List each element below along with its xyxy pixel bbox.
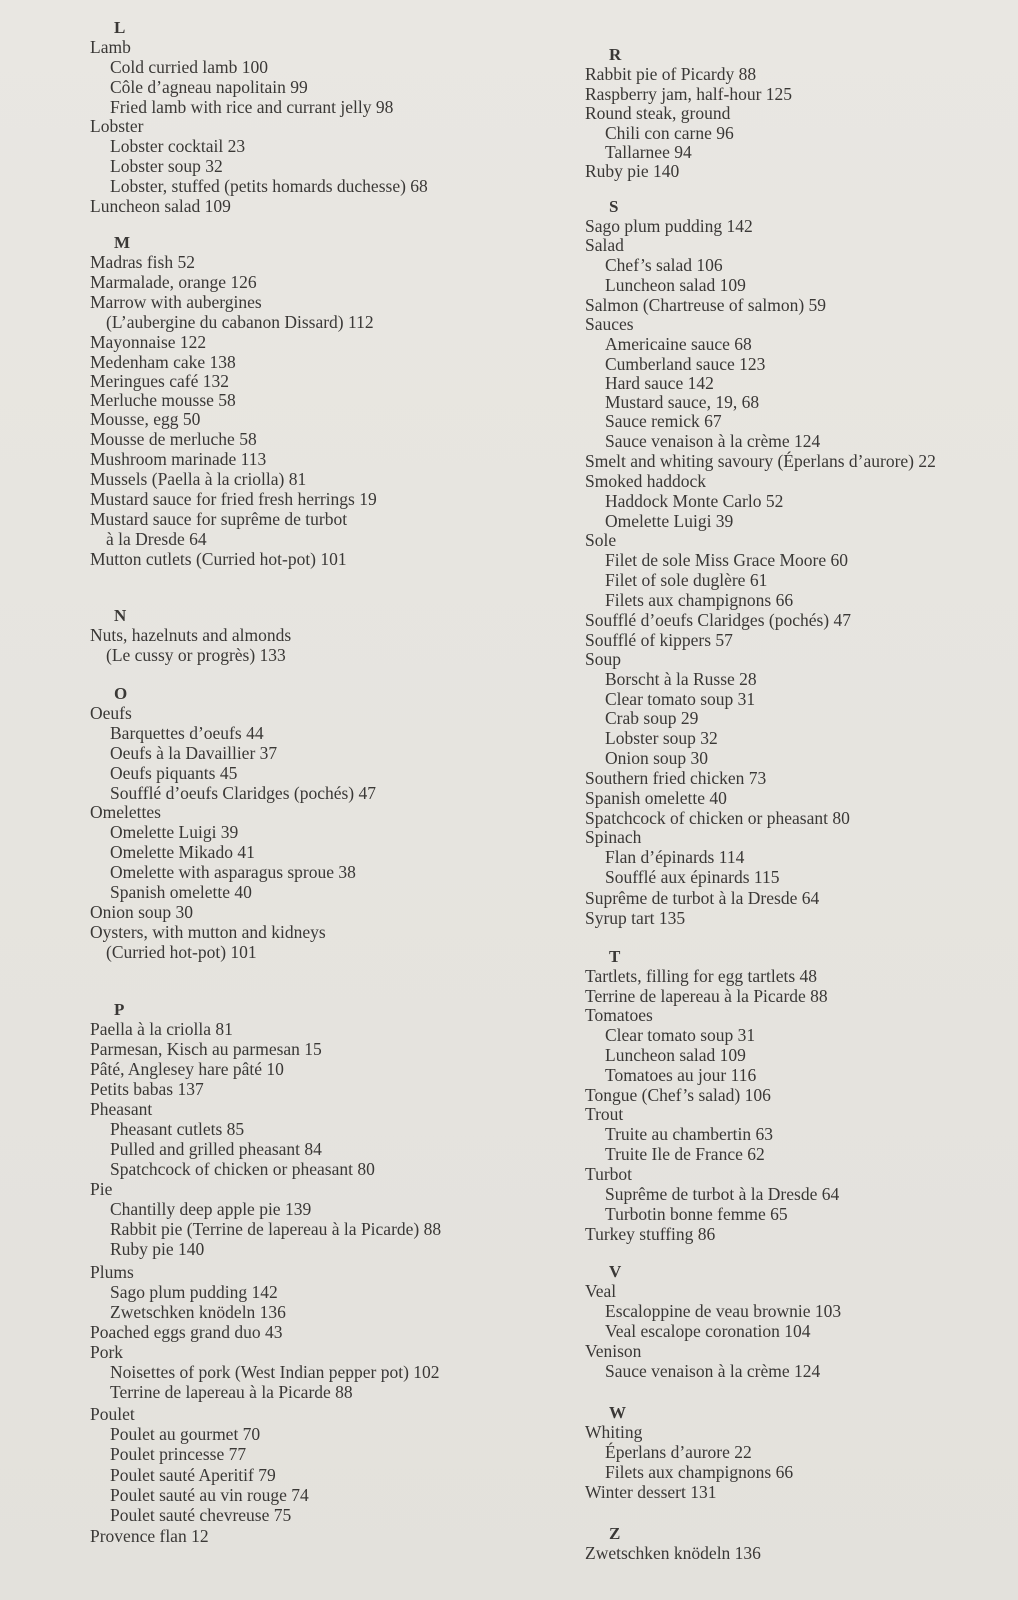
index-subentry: Filets aux champignons 66 xyxy=(605,1462,794,1482)
index-subentry: Borscht à la Russe 28 xyxy=(605,669,757,689)
index-entry: Turkey stuffing 86 xyxy=(585,1224,716,1244)
index-subentry: Truite Ile de France 62 xyxy=(605,1144,765,1164)
index-subentry: Poulet sauté Aperitif 79 xyxy=(110,1465,276,1485)
index-entry: Turbot xyxy=(585,1164,633,1184)
index-letter-heading: O xyxy=(114,684,128,703)
index-entry: Lobster xyxy=(90,116,144,136)
index-subentry: Éperlans d’aurore 22 xyxy=(605,1442,752,1462)
index-subentry: Lobster soup 32 xyxy=(605,728,718,748)
index-subentry: Zwetschken knödeln 136 xyxy=(110,1302,286,1322)
index-entry: Paella à la criolla 81 xyxy=(90,1019,233,1039)
index-subentry: Terrine de lapereau à la Picarde 88 xyxy=(110,1382,353,1402)
index-entry: Marrow with aubergines xyxy=(90,292,262,312)
index-subentry: Crab soup 29 xyxy=(605,708,699,728)
index-entry: Mustard sauce for fried fresh herrings 19 xyxy=(90,489,377,509)
index-subentry: Cumberland sauce 123 xyxy=(605,354,766,374)
index-subentry: Suprême de turbot à la Dresde 64 xyxy=(605,1184,840,1204)
index-subentry: Truite au chambertin 63 xyxy=(605,1124,774,1144)
index-entry: Lamb xyxy=(90,37,131,57)
index-entry: Oysters, with mutton and kidneys xyxy=(90,922,326,942)
index-letter-heading: N xyxy=(114,606,127,625)
index-subentry: Fried lamb with rice and currant jelly 98 xyxy=(110,97,394,117)
index-entry: Provence flan 12 xyxy=(90,1526,209,1546)
index-letter-heading: R xyxy=(609,45,622,64)
index-entry: Luncheon salad 109 xyxy=(90,196,231,216)
index-entry: Petits babas 137 xyxy=(90,1079,204,1099)
index-entry: Salmon (Chartreuse of salmon) 59 xyxy=(585,295,827,315)
index-subentry: Oeufs à la Davaillier 37 xyxy=(110,743,278,763)
index-entry: Winter dessert 131 xyxy=(585,1482,717,1502)
index-entry: Plums xyxy=(90,1262,134,1282)
index-subentry: Côle d’agneau napolitain 99 xyxy=(110,77,308,97)
index-subentry: Haddock Monte Carlo 52 xyxy=(605,491,784,511)
index-subentry: Turbotin bonne femme 65 xyxy=(605,1204,788,1224)
index-subentry: Barquettes d’oeufs 44 xyxy=(110,723,264,743)
index-subentry: Pulled and grilled pheasant 84 xyxy=(110,1139,322,1159)
index-entry: Tartlets, filling for egg tartlets 48 xyxy=(585,966,818,986)
index-subentry: Poulet princesse 77 xyxy=(110,1444,247,1464)
index-subentry: Omelette Mikado 41 xyxy=(110,842,255,862)
index-entry: Mussels (Paella à la criolla) 81 xyxy=(90,469,307,489)
index-subentry: Chantilly deep apple pie 139 xyxy=(110,1199,312,1219)
index-subentry: Pheasant cutlets 85 xyxy=(110,1119,245,1139)
index-entry: Whiting xyxy=(585,1422,643,1442)
index-entry: Veal xyxy=(585,1281,617,1301)
index-subentry: Flan d’épinards 114 xyxy=(605,847,745,867)
index-subentry: Filet de sole Miss Grace Moore 60 xyxy=(605,550,849,570)
index-entry: Spinach xyxy=(585,827,642,847)
index-subentry: Mustard sauce, 19, 68 xyxy=(605,392,760,412)
index-subentry: Chili con carne 96 xyxy=(605,123,734,143)
index-entry: Soup xyxy=(585,649,621,669)
index-subentry: Tomatoes au jour 116 xyxy=(605,1065,757,1085)
index-letter-heading: W xyxy=(609,1403,626,1422)
index-subentry: Escaloppine de veau brownie 103 xyxy=(605,1301,842,1321)
index-entry: Spatchcock of chicken or pheasant 80 xyxy=(585,808,850,828)
index-subentry: Omelette with asparagus sproue 38 xyxy=(110,862,356,882)
index-entry: Meringues café 132 xyxy=(90,371,229,391)
index-subentry: Lobster soup 32 xyxy=(110,156,223,176)
index-letter-heading: T xyxy=(609,947,621,966)
index-entry: Mousse de merluche 58 xyxy=(90,429,257,449)
index-subentry: Sauce venaison à la crème 124 xyxy=(605,1361,821,1381)
index-subentry: Hard sauce 142 xyxy=(605,373,714,393)
index-subentry: Luncheon salad 109 xyxy=(605,275,746,295)
index-subentry: Chef’s salad 106 xyxy=(605,255,723,275)
index-subentry: Soufflé aux épinards 115 xyxy=(605,867,780,887)
index-letter-heading: L xyxy=(114,18,126,37)
index-subentry: (L’aubergine du cabanon Dissard) 112 xyxy=(106,312,374,332)
index-subentry: Poulet au gourmet 70 xyxy=(110,1424,261,1444)
index-subentry: Omelette Luigi 39 xyxy=(605,511,734,531)
index-entry: Pork xyxy=(90,1342,124,1362)
index-entry: Salad xyxy=(585,235,624,255)
index-entry: Poached eggs grand duo 43 xyxy=(90,1322,283,1342)
index-letter-heading: P xyxy=(114,1000,125,1019)
index-entry: Smoked haddock xyxy=(585,471,707,491)
index-subentry: (Le cussy or progrès) 133 xyxy=(106,645,286,665)
index-subentry: Lobster, stuffed (petits homards duchesse) 68 xyxy=(110,176,428,196)
index-entry: Sole xyxy=(585,530,617,550)
index-subentry: Sago plum pudding 142 xyxy=(110,1282,278,1302)
index-entry: Nuts, hazelnuts and almonds xyxy=(90,625,292,645)
index-letter-heading: M xyxy=(114,233,131,252)
index-entry: Merluche mousse 58 xyxy=(90,390,236,410)
index-entry: Mousse, egg 50 xyxy=(90,409,201,429)
index-entry: Raspberry jam, half-hour 125 xyxy=(585,84,793,104)
index-entry: Mustard sauce for suprême de turbot xyxy=(90,509,348,529)
index-subentry: Filets aux champignons 66 xyxy=(605,590,794,610)
index-entry: Marmalade, orange 126 xyxy=(90,272,257,292)
index-subentry: Ruby pie 140 xyxy=(110,1239,205,1259)
index-entry: Mayonnaise 122 xyxy=(90,332,207,352)
index-subentry: Soufflé d’oeufs Claridges (pochés) 47 xyxy=(110,783,377,803)
index-letter-heading: Z xyxy=(609,1524,621,1543)
index-entry: Pâté, Anglesey hare pâté 10 xyxy=(90,1059,284,1079)
index-entry: Omelettes xyxy=(90,802,161,822)
index-entry: Mushroom marinade 113 xyxy=(90,449,267,469)
index-entry: Parmesan, Kisch au parmesan 15 xyxy=(90,1039,322,1059)
index-entry: Trout xyxy=(585,1104,624,1124)
index-subentry: Luncheon salad 109 xyxy=(605,1045,746,1065)
index-subentry: Clear tomato soup 31 xyxy=(605,1025,756,1045)
index-entry: Rabbit pie of Picardy 88 xyxy=(585,64,757,84)
index-subentry: Cold curried lamb 100 xyxy=(110,57,268,77)
index-entry: Medenham cake 138 xyxy=(90,352,236,372)
index-entry: Poulet xyxy=(90,1404,135,1424)
index-subentry: Filet of sole duglère 61 xyxy=(605,570,768,590)
index-entry: Round steak, ground xyxy=(585,103,731,123)
index-subentry: Americaine sauce 68 xyxy=(605,334,752,354)
index-subentry: Oeufs piquants 45 xyxy=(110,763,238,783)
index-entry: Southern fried chicken 73 xyxy=(585,768,767,788)
index-entry: Smelt and whiting savoury (Éperlans d’aurore) 22 xyxy=(585,451,936,471)
index-subentry: Onion soup 30 xyxy=(605,748,709,768)
index-subentry: Spanish omelette 40 xyxy=(110,882,252,902)
index-subentry: Lobster cocktail 23 xyxy=(110,136,246,156)
index-subentry: Sauce remick 67 xyxy=(605,411,722,431)
index-subentry: Poulet sauté chevreuse 75 xyxy=(110,1505,292,1525)
index-entry: Sago plum pudding 142 xyxy=(585,216,753,236)
index-entry: Onion soup 30 xyxy=(90,902,194,922)
index-subentry: Rabbit pie (Terrine de lapereau à la Picarde) 88 xyxy=(110,1219,442,1239)
index-entry: Pheasant xyxy=(90,1099,153,1119)
index-entry: Tomatoes xyxy=(585,1005,653,1025)
index-subentry: Poulet sauté au vin rouge 74 xyxy=(110,1485,309,1505)
index-entry: Venison xyxy=(585,1341,642,1361)
index-subentry: Clear tomato soup 31 xyxy=(605,689,756,709)
index-entry: Terrine de lapereau à la Picarde 88 xyxy=(585,986,828,1006)
index-entry: Pie xyxy=(90,1179,113,1199)
index-entry: Ruby pie 140 xyxy=(585,161,680,181)
index-subentry: Spatchcock of chicken or pheasant 80 xyxy=(110,1159,375,1179)
index-entry: Syrup tart 135 xyxy=(585,908,686,928)
index-entry: Oeufs xyxy=(90,703,132,723)
index-entry: Sauces xyxy=(585,314,634,334)
index-entry: Mutton cutlets (Curried hot-pot) 101 xyxy=(90,549,347,569)
index-entry: Soufflé d’oeufs Claridges (pochés) 47 xyxy=(585,610,852,630)
index-subentry: Veal escalope coronation 104 xyxy=(605,1321,811,1341)
index-subentry: Omelette Luigi 39 xyxy=(110,822,239,842)
index-entry: Zwetschken knödeln 136 xyxy=(585,1543,761,1563)
index-subentry: (Curried hot-pot) 101 xyxy=(106,942,257,962)
index-subentry: à la Dresde 64 xyxy=(106,529,207,549)
index-entry: Suprême de turbot à la Dresde 64 xyxy=(585,888,820,908)
index-subentry: Noisettes of pork (West Indian pepper pot) 102 xyxy=(110,1362,440,1382)
index-subentry: Tallarnee 94 xyxy=(605,142,692,162)
index-entry: Tongue (Chef’s salad) 106 xyxy=(585,1085,771,1105)
index-entry: Soufflé of kippers 57 xyxy=(585,630,733,650)
index-letter-heading: S xyxy=(609,197,619,216)
index-letter-heading: V xyxy=(609,1262,622,1281)
index-subentry: Sauce venaison à la crème 124 xyxy=(605,431,821,451)
index-entry: Madras fish 52 xyxy=(90,252,195,272)
index-entry: Spanish omelette 40 xyxy=(585,788,727,808)
